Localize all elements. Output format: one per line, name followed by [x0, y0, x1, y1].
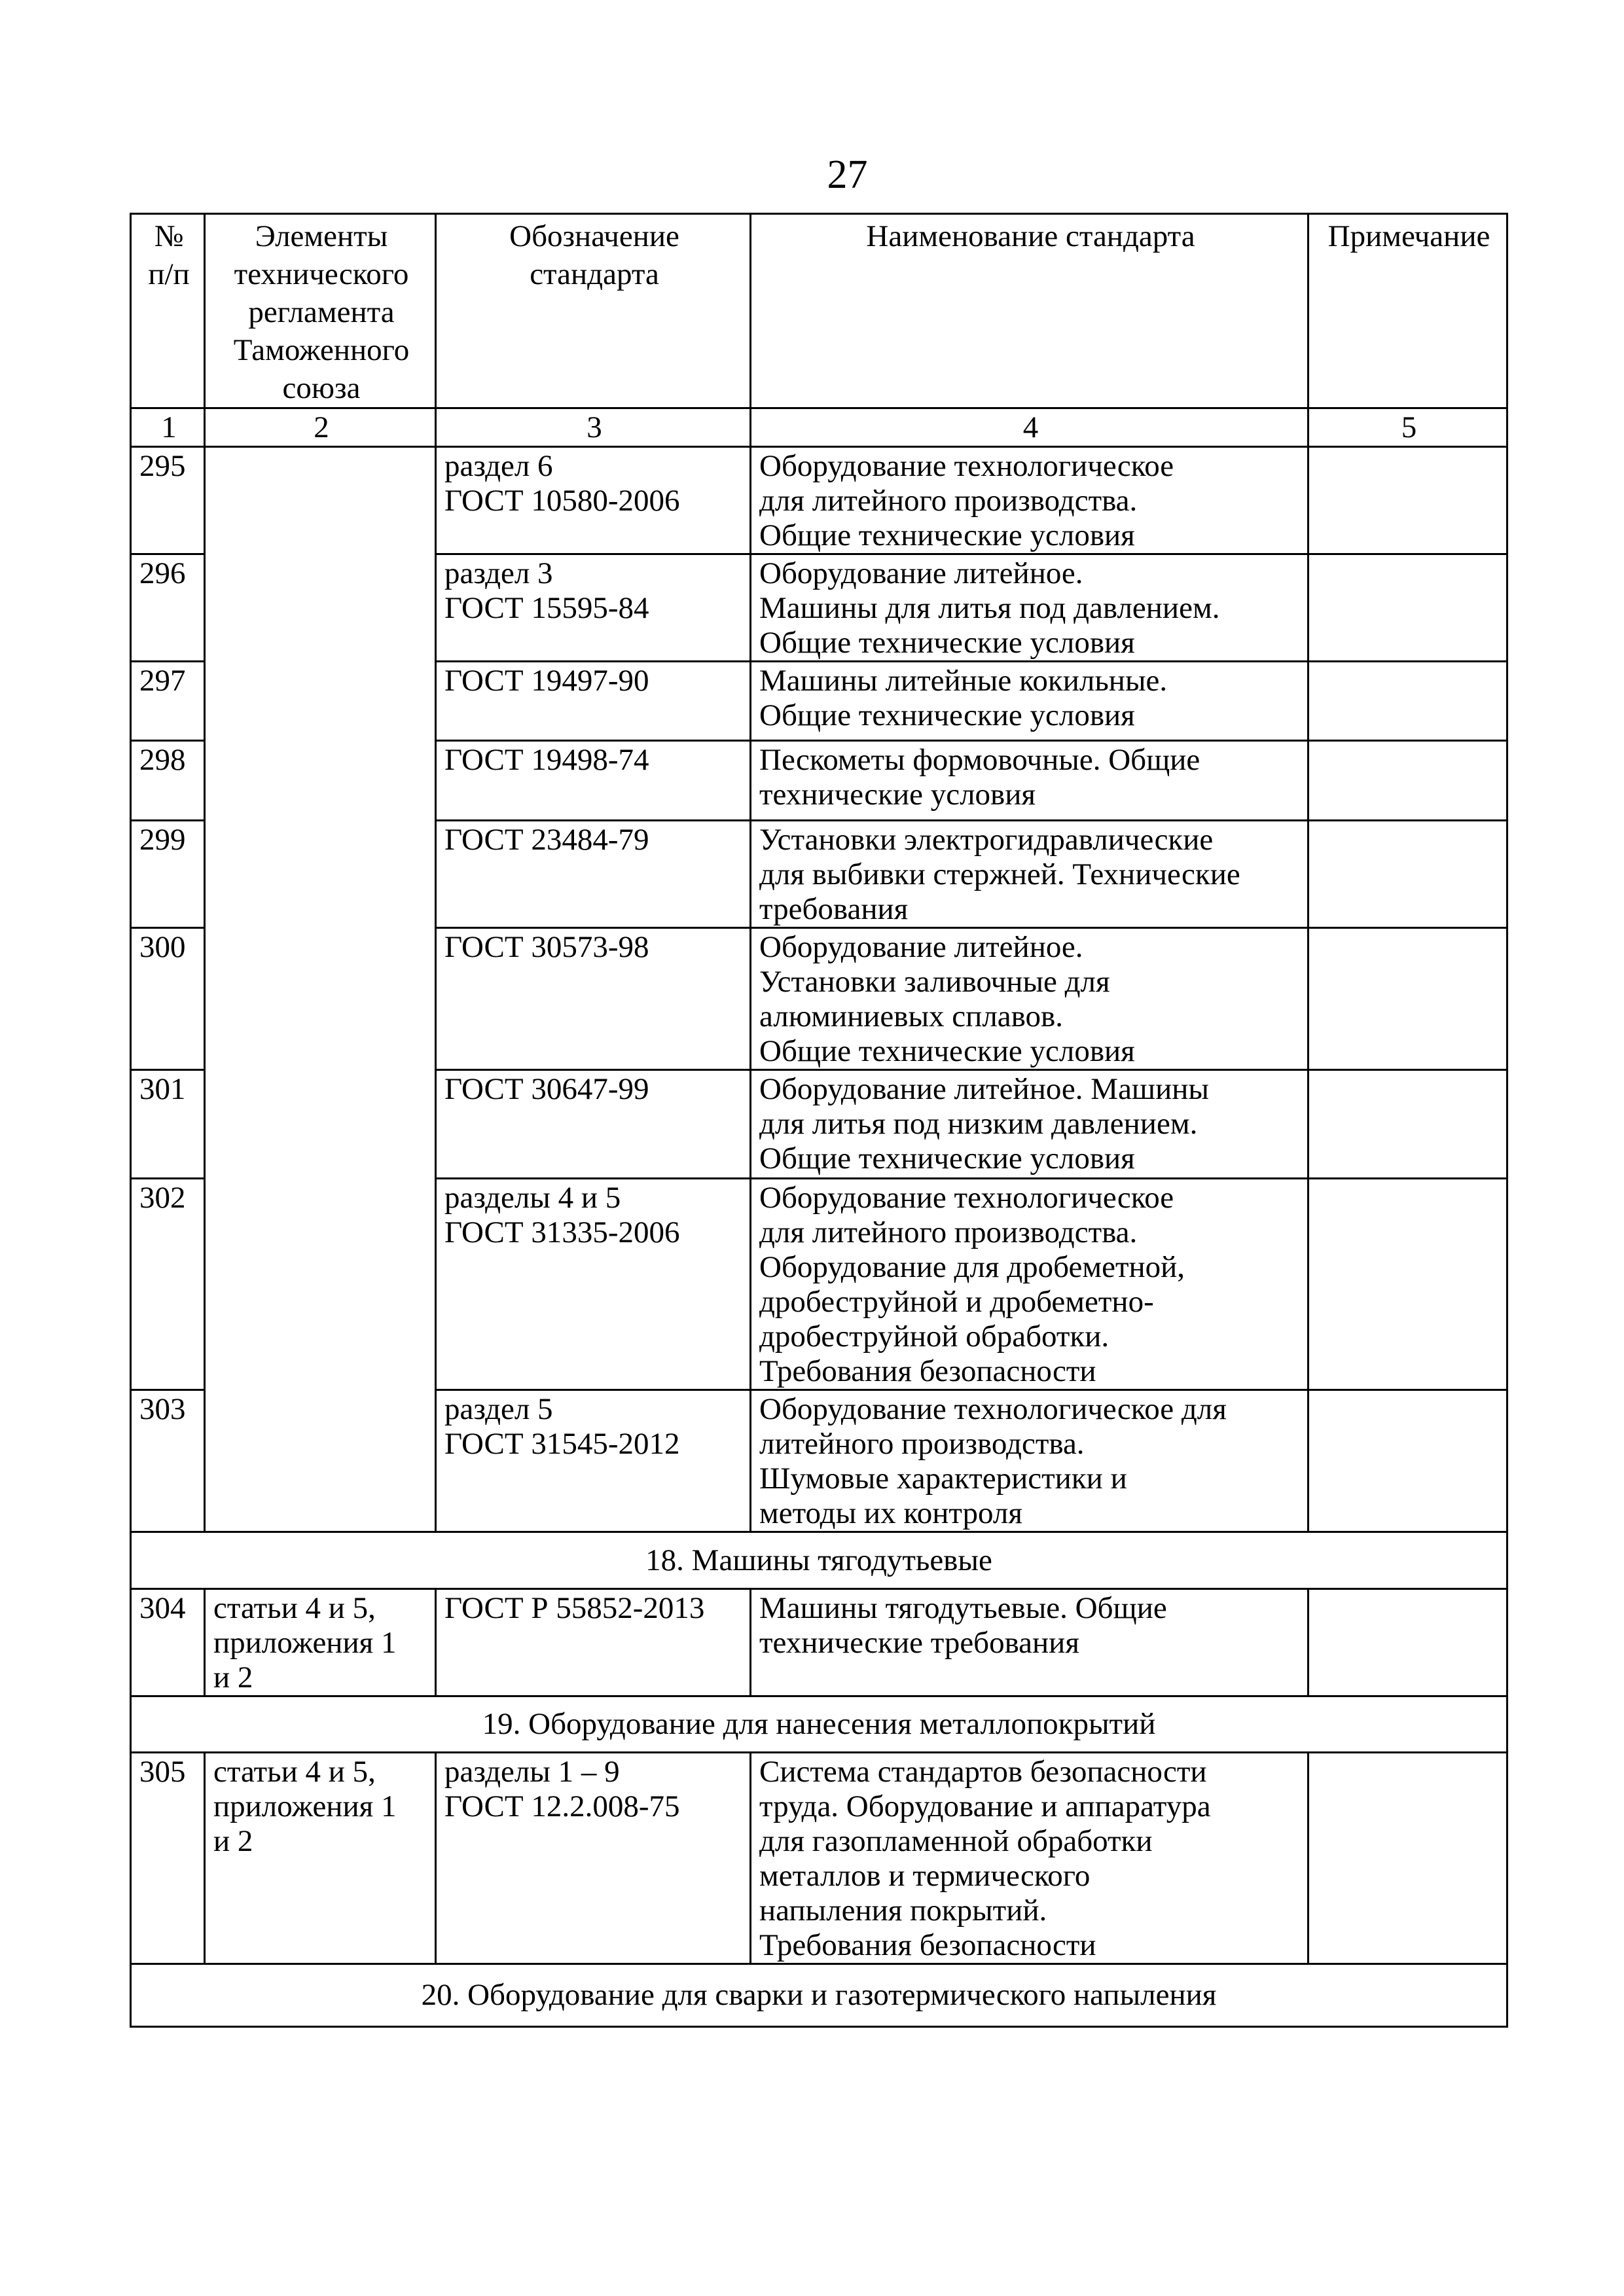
row-note [1308, 741, 1507, 821]
header-elements [205, 214, 436, 408]
row-number: 296 [131, 554, 205, 662]
row-elements-merged [205, 447, 436, 1532]
table-body [131, 447, 1507, 1532]
cell-text-line: Общие технические условия [759, 1034, 1135, 1068]
row-designation [436, 821, 751, 928]
row-note [1308, 1179, 1507, 1390]
cell-text-line: Наименование стандарта [866, 219, 1195, 253]
row-designation [436, 1179, 751, 1390]
column-number: 1 [131, 408, 205, 447]
row-number: 304 [131, 1589, 205, 1696]
row-name [751, 662, 1308, 741]
cell-text-line: и 2 [213, 1824, 253, 1858]
cell-text-line: требования [759, 892, 909, 926]
row-note [1308, 928, 1507, 1070]
row-designation [436, 741, 751, 821]
row-name [751, 554, 1308, 662]
column-number: 2 [205, 408, 436, 447]
cell-text-line: раздел 3 [444, 556, 553, 590]
cell-text-line: Требования безопасности [759, 1928, 1096, 1962]
cell-text-line: Общие технические условия [759, 1141, 1135, 1175]
row-name [751, 447, 1308, 554]
cell-text-line: раздел 6 [444, 449, 553, 483]
row-name [751, 1179, 1308, 1390]
row-name [751, 1753, 1308, 1964]
table-row [131, 1589, 1507, 1696]
cell-text-line: ГОСТ 30647-99 [444, 1072, 649, 1106]
cell-text-line: методы их контроля [759, 1496, 1022, 1530]
row-note [1308, 447, 1507, 554]
cell-text-line: ГОСТ 31545-2012 [444, 1427, 680, 1461]
row-designation [436, 1753, 751, 1964]
row-designation [436, 1390, 751, 1532]
cell-text-line: Требования безопасности [759, 1354, 1096, 1388]
page-number: 27 [827, 152, 868, 197]
row-elements [205, 1753, 436, 1964]
section-heading: 19. Оборудование для нанесения металлопокрытий [131, 1696, 1507, 1753]
cell-text-line: для литейного производства. [759, 484, 1138, 518]
cell-text-line: Установки заливочные для [759, 965, 1110, 999]
cell-text-line: Оборудование технологическое для [759, 1392, 1227, 1426]
column-number: 3 [436, 408, 751, 447]
section-heading-row [131, 1532, 1507, 1589]
cell-text-line: Элементы [255, 219, 388, 253]
cell-text-line: Машины тягодутьевые. Общие [759, 1591, 1167, 1625]
cell-text-line: Общие технические условия [759, 518, 1135, 552]
row-designation [436, 1070, 751, 1179]
cell-text-line: Установки электрогидравлические [759, 823, 1214, 857]
cell-text-line: стандарта [530, 257, 659, 291]
row-designation [436, 554, 751, 662]
standards-table [130, 213, 1508, 2028]
cell-text-line: Пескометы формовочные. Общие [759, 743, 1200, 777]
cell-text-line: приложения 1 [213, 1626, 397, 1660]
header-note [1308, 214, 1507, 408]
row-note [1308, 821, 1507, 928]
row-elements [205, 1589, 436, 1696]
row-name [751, 741, 1308, 821]
cell-text-line: Примечание [1327, 219, 1490, 253]
cell-text-line: Оборудование литейное. [759, 930, 1083, 964]
row-name [751, 1589, 1308, 1696]
cell-text-line: для литья под низким давлением. [759, 1107, 1198, 1141]
cell-text-line: Оборудование для дробеметной, [759, 1250, 1185, 1284]
section-heading: 18. Машины тягодутьевые [131, 1532, 1507, 1589]
section-heading-row [131, 1696, 1507, 1753]
cell-text-line: Обозначение [509, 219, 679, 253]
header-designation [436, 214, 751, 408]
row-number: 301 [131, 1070, 205, 1179]
row-number: 299 [131, 821, 205, 928]
header-number [131, 214, 205, 408]
cell-text-line: Оборудование литейное. [759, 556, 1083, 590]
cell-text-line: разделы 1 – 9 [444, 1755, 620, 1789]
cell-text-line: алюминиевых сплавов. [759, 999, 1063, 1033]
row-note [1308, 1753, 1507, 1964]
cell-text-line: технические требования [759, 1626, 1079, 1660]
cell-text-line: ГОСТ 10580-2006 [444, 484, 680, 518]
cell-text-line: ГОСТ 15595-84 [444, 591, 649, 625]
cell-text-line: и 2 [213, 1660, 253, 1695]
row-number: 305 [131, 1753, 205, 1964]
row-number: 297 [131, 662, 205, 741]
column-number: 4 [751, 408, 1308, 447]
cell-text-line: технические условия [759, 778, 1036, 812]
cell-text-line: № [154, 219, 184, 253]
cell-text-line: ГОСТ 19497-90 [444, 664, 649, 698]
cell-text-line: для газопламенной обработки [759, 1824, 1153, 1858]
row-note [1308, 1589, 1507, 1696]
cell-text-line: дробеструйной обработки. [759, 1319, 1110, 1354]
cell-text-line: литейного производства. [759, 1427, 1085, 1461]
cell-text-line: приложения 1 [213, 1789, 397, 1823]
cell-text-line: разделы 4 и 5 [444, 1181, 621, 1215]
cell-text-line: статьи 4 и 5, [213, 1591, 376, 1625]
cell-text-line: Машины литейные кокильные. [759, 664, 1168, 698]
cell-text-line: раздел 5 [444, 1392, 553, 1426]
cell-text-line: статьи 4 и 5, [213, 1755, 376, 1789]
row-note [1308, 554, 1507, 662]
cell-text-line: Общие технические условия [759, 626, 1135, 660]
cell-text-line: ГОСТ 23484-79 [444, 823, 649, 857]
row-number: 300 [131, 928, 205, 1070]
row-number: 295 [131, 447, 205, 554]
cell-text-line: ГОСТ 12.2.008-75 [444, 1789, 680, 1823]
row-note [1308, 1390, 1507, 1532]
row-number: 303 [131, 1390, 205, 1532]
cell-text-line: Оборудование технологическое [759, 1181, 1174, 1215]
cell-text-line: дробеструйной и дробеметно- [759, 1285, 1154, 1319]
cell-text-line: напыления покрытий. [759, 1893, 1047, 1928]
row-designation [436, 662, 751, 741]
table-row [131, 447, 1507, 554]
cell-text-line: технического [234, 257, 409, 291]
column-number: 5 [1308, 408, 1507, 447]
row-name [751, 928, 1308, 1070]
row-number: 298 [131, 741, 205, 821]
cell-text-line: Оборудование технологическое [759, 449, 1174, 483]
cell-text-line: союза [282, 371, 361, 405]
column-numbers-row [131, 408, 1507, 447]
cell-text-line: Система стандартов безопасности [759, 1755, 1207, 1789]
cell-text-line: Таможенного [233, 333, 410, 367]
cell-text-line: ГОСТ 19498-74 [444, 743, 649, 777]
cell-text-line: для выбивки стержней. Технические [759, 857, 1240, 891]
cell-text-line: Шумовые характеристики и [759, 1462, 1127, 1496]
row-name [751, 1070, 1308, 1179]
cell-text-line: п/п [148, 257, 190, 291]
row-designation [436, 447, 751, 554]
cell-text-line: Машины для литья под давлением. [759, 591, 1220, 625]
cell-text-line: ГОСТ 30573-98 [444, 930, 649, 964]
cell-text-line: металлов и термического [759, 1859, 1091, 1893]
cell-text-line: Оборудование литейное. Машины [759, 1072, 1210, 1106]
row-note [1308, 662, 1507, 741]
table-row [131, 1753, 1507, 1964]
row-note [1308, 1070, 1507, 1179]
header-name [751, 214, 1308, 408]
row-name [751, 1390, 1308, 1532]
section-heading-row [131, 1964, 1507, 2027]
cell-text-line: регламента [248, 295, 395, 329]
row-name [751, 821, 1308, 928]
table-header-row [131, 214, 1507, 408]
cell-text-line: для литейного производства. [759, 1215, 1138, 1249]
section-heading: 20. Оборудование для сварки и газотермического напыления [131, 1964, 1507, 2027]
cell-text-line: ГОСТ 31335-2006 [444, 1215, 680, 1249]
row-designation [436, 1589, 751, 1696]
row-number: 302 [131, 1179, 205, 1390]
cell-text-line: труда. Оборудование и аппаратура [759, 1789, 1211, 1823]
row-designation [436, 928, 751, 1070]
cell-text-line: ГОСТ Р 55852-2013 [444, 1591, 705, 1625]
cell-text-line: Общие технические условия [759, 698, 1135, 732]
